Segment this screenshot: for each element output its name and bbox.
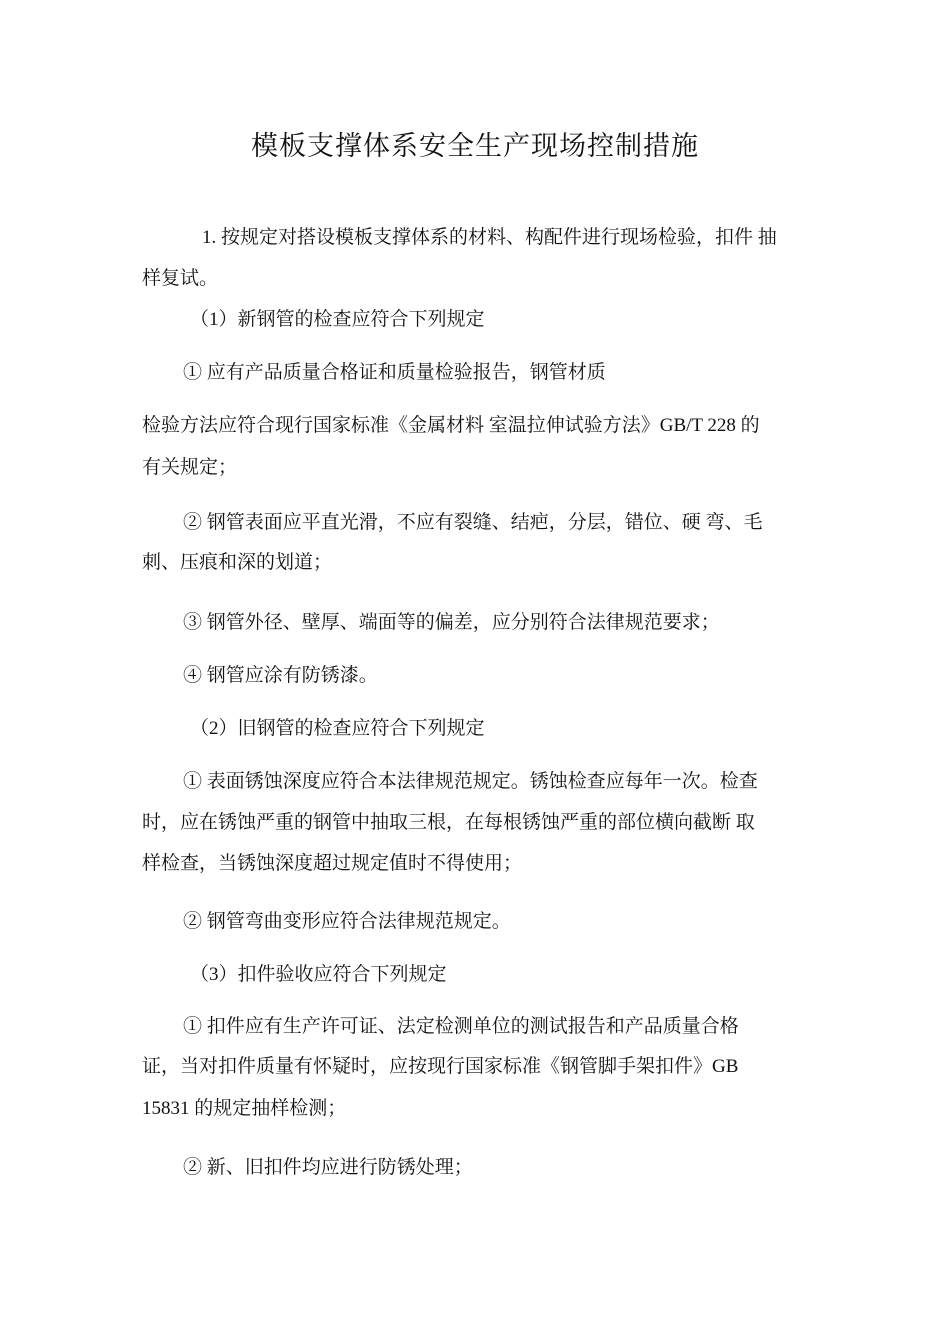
section-2-point-1-line-2: 时，应在锈蚀严重的钢管中抽取三根，在每根锈蚀严重的部位横向截断 取 [142, 812, 755, 833]
section-1-point-1-line-2: 检验方法应符合现行国家标准《金属材料 室温拉伸试验方法》GB/T 228 的 [142, 415, 760, 436]
section-3-heading: （3）扣件验收应符合下列规定 [190, 964, 447, 985]
section-1-point-2-line-2: 刺、压痕和深的划道； [142, 552, 333, 573]
section-1-point-3: ③ 钢管外径、壁厚、端面等的偏差，应分别符合法律规范要求； [183, 612, 720, 633]
section-3-point-2: ② 新、旧扣件均应进行防锈处理； [183, 1157, 473, 1178]
section-1-point-2-line-1: ② 钢管表面应平直光滑，不应有裂缝、结疤，分层，错位、硬 弯、毛 [183, 512, 763, 533]
section-3-point-1-line-3: 15831 的规定抽样检测； [142, 1098, 347, 1119]
item-1-line-2: 样复试。 [142, 268, 219, 289]
section-1-heading: （1）新钢管的检查应符合下列规定 [190, 309, 485, 330]
section-2-heading: （2）旧钢管的检查应符合下列规定 [190, 718, 485, 739]
section-1-point-1-line-1: ① 应有产品质量合格证和质量检验报告，钢管材质 [183, 362, 606, 383]
section-3-point-1-line-1: ① 扣件应有生产许可证、法定检测单位的测试报告和产品质量合格 [183, 1016, 739, 1037]
section-1-point-4: ④ 钢管应涂有防锈漆。 [183, 665, 378, 686]
section-2-point-1-line-3: 样检查，当锈蚀深度超过规定值时不得使用； [142, 853, 523, 874]
section-2-point-2: ② 钢管弯曲变形应符合法律规范规定。 [183, 911, 511, 932]
section-1-point-1-line-3: 有关规定； [142, 457, 238, 478]
section-3-point-1-line-2: 证，当对扣件质量有怀疑时，应按现行国家标准《钢管脚手架扣件》GB [142, 1056, 739, 1077]
section-2-point-1-line-1: ① 表面锈蚀深度应符合本法律规范规定。锈蚀检查应每年一次。检查 [183, 771, 758, 792]
document-title: 模板支撑体系安全生产现场控制措施 [251, 131, 699, 161]
item-1-line-1: 1. 按规定对搭设模板支撑体系的材料、构配件进行现场检验，扣件 抽 [202, 227, 777, 248]
